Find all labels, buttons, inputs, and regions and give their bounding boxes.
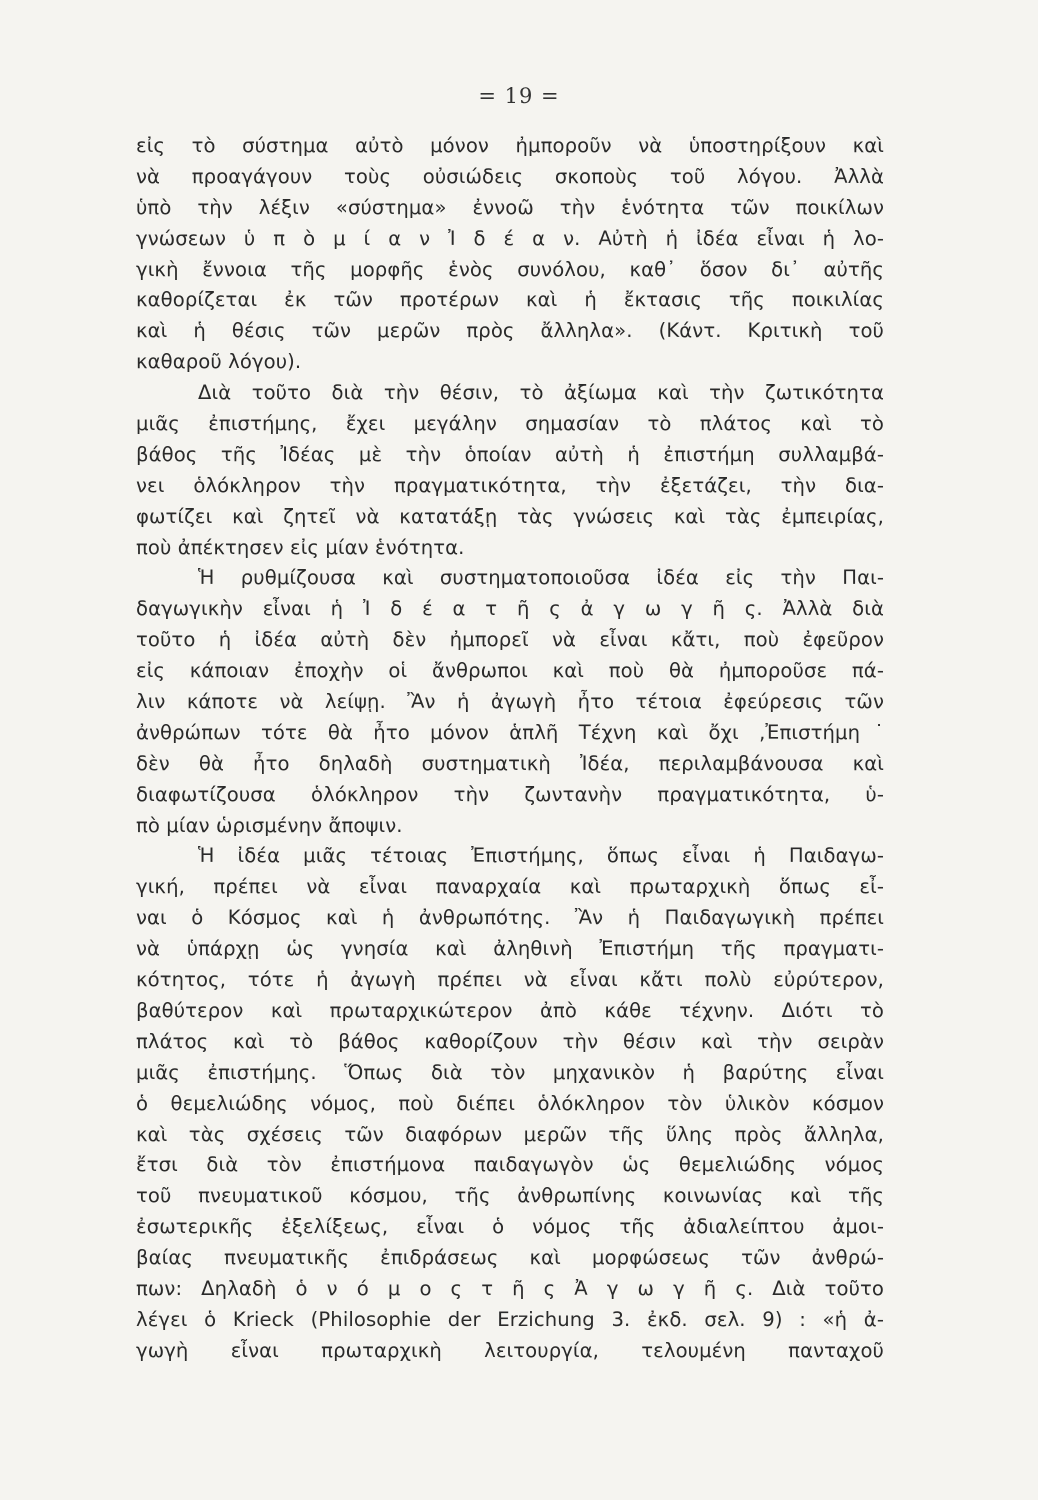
text-line: λιν κάποτε νὰ λείψῃ. Ἂν ἡ ἀγωγὴ ἦτο τέτοια ἐφεύρεσις τῶν bbox=[136, 690, 884, 714]
text-line: φωτίζει καὶ ζητεῖ νὰ κατατάξῃ τὰς γνώσεις καὶ τὰς ἐμπειρίας, bbox=[136, 504, 884, 528]
text-line: ὑπὸ τὴν λέξιν «σύστημα» ἐννοῶ τὴν ἑνότητα τῶν ποικίλων bbox=[136, 195, 884, 219]
text-line: ποὺ ἀπέκτησεν εἰς μίαν ἑνότητα. bbox=[136, 535, 465, 559]
text-line: γικὴ ἔννοια τῆς μορφῆς ἑνὸς συνόλου, καθ᾽ ὅσον δι᾽ αὐτῆς bbox=[136, 257, 884, 281]
text-line: πλάτος καὶ τὸ βάθος καθορίζουν τὴν θέσιν καὶ τὴν σειρὰν bbox=[136, 1029, 884, 1053]
body-text bbox=[136, 131, 884, 1367]
text-line: δαγωγικὴν εἶναι ἡ Ἰ δ έ α τ ῆ ς ἀ γ ω γ ῆ ς. Ἀλλὰ διὰ bbox=[136, 597, 884, 621]
text-line: καθορίζεται ἐκ τῶν προτέρων καὶ ἡ ἔκτασις τῆς ποικιλίας bbox=[136, 288, 884, 312]
text-line: νει ὁλόκληρον τὴν πραγματικότητα, τὴν ἐξετάζει, τὴν δια- bbox=[136, 473, 884, 497]
text-line: διαφωτίζουσα ὁλόκληρον τὴν ζωντανὴν πραγματικότητα, ὑ- bbox=[136, 782, 884, 806]
paragraph-start-line: Ἡ ἰδέα μιᾶς τέτοιας Ἐπιστήμης, ὅπως εἶναι ἡ Παιδαγω- bbox=[198, 844, 884, 868]
text-line: εἰς τὸ σύστημα αὐτὸ μόνον ἠμποροῦν νὰ ὑποστηρίξουν καὶ bbox=[136, 134, 884, 157]
text-line: πων: Δηλαδὴ ὁ ν ό μ ο ς τ ῆ ς Ἀ γ ω γ ῆ ς. Διὰ τοῦτο bbox=[136, 1276, 884, 1300]
text-line: γνώσεων ὑ π ὸ μ ί α ν Ἰ δ έ α ν. Αὐτὴ ἡ ἰδέα εἶναι ἡ λο- bbox=[136, 226, 884, 250]
text-line: ναι ὁ Κόσμος καὶ ἡ ἀνθρωπότης. Ἂν ἡ Παιδαγωγικὴ πρέπει bbox=[136, 906, 884, 930]
paragraph-start-line: Διὰ τοῦτο διὰ τὴν θέσιν, τὸ ἀξίωμα καὶ τὴν ζωτικότητα bbox=[198, 381, 884, 405]
text-line: ἀνθρώπων τότε θὰ ἦτο μόνον ἁπλῆ Τέχνη καὶ ὄχι ,Ἐπιστήμη˙ bbox=[136, 720, 884, 744]
text-line: μιᾶς ἐπιστήμης, ἔχει μεγάλην σημασίαν τὸ πλάτος καὶ τὸ bbox=[136, 412, 884, 436]
paragraph-start-line: Ἡ ρυθμίζουσα καὶ συστηματοποιοῦσα ἰδέα εἰς τὴν Παι- bbox=[198, 566, 884, 590]
text-line: καὶ τὰς σχέσεις τῶν διαφόρων μερῶν τῆς ὕλης πρὸς ἄλληλα, bbox=[136, 1122, 884, 1146]
text-line: ἐσωτερικῆς ἐξελίξεως, εἶναι ὁ νόμος τῆς ἀδιαλείπτου ἀμοι- bbox=[136, 1215, 884, 1239]
text-line: νὰ προαγάγουν τοὺς οὐσιώδεις σκοποὺς τοῦ λόγου. Ἀλλὰ bbox=[136, 164, 884, 188]
text-line: τοῦ πνευματικοῦ κόσμου, τῆς ἀνθρωπίνης κοινωνίας καὶ τῆς bbox=[136, 1184, 884, 1208]
text-line: βαθύτερον καὶ πρωταρχικώτερον ἀπὸ κάθε τέχνην. Διότι τὸ bbox=[136, 998, 884, 1022]
text-line: γική, πρέπει νὰ εἶναι παναρχαία καὶ πρωταρχικὴ ὅπως εἶ- bbox=[136, 875, 884, 899]
text-line: τοῦτο ἡ ἰδέα αὐτὴ δὲν ἠμπορεῖ νὰ εἶναι κἄτι, ποὺ ἐφεῦρον bbox=[136, 628, 884, 652]
page-number: = 19 = bbox=[478, 84, 560, 108]
text-line: κότητος, τότε ἡ ἀγωγὴ πρέπει νὰ εἶναι κἄτι πολὺ εὐρύτερον, bbox=[136, 968, 884, 992]
text-line: εἰς κάποιαν ἐποχὴν οἱ ἄνθρωποι καὶ ποὺ θὰ ἠμποροῦσε πά- bbox=[136, 659, 884, 683]
text-line: πὸ μίαν ὡρισμένην ἄποψιν. bbox=[136, 813, 403, 837]
text-line: ἔτσι διὰ τὸν ἐπιστήμονα παιδαγωγὸν ὡς θεμελιώδης νόμος bbox=[136, 1153, 884, 1177]
text-line: καθαροῦ λόγου). bbox=[136, 350, 302, 374]
text-line: λέγει ὁ Krieck (Philosophie der Erzichung 3. ἐκδ. σελ. 9) : «ἡ ἀ- bbox=[136, 1307, 884, 1331]
text-line: ὁ θεμελιώδης νόμος, ποὺ διέπει ὁλόκληρον τὸν ὑλικὸν κόσμον bbox=[136, 1091, 884, 1115]
text-line: καὶ ἡ θέσις τῶν μερῶν πρὸς ἄλληλα». (Κάντ. Κριτικὴ τοῦ bbox=[136, 319, 884, 343]
text-line: νὰ ὑπάρχῃ ὡς γνησία καὶ ἀληθινὴ Ἐπιστήμη τῆς πραγματι- bbox=[136, 937, 884, 961]
text-line: γωγὴ εἶναι πρωταρχικὴ λειτουργία, τελουμένη πανταχοῦ bbox=[136, 1338, 884, 1362]
text-line: δὲν θὰ ἦτο δηλαδὴ συστηματικὴ Ἰδέα, περιλαμβάνουσα καὶ bbox=[136, 751, 884, 775]
text-line: βαίας πνευματικῆς ἐπιδράσεως καὶ μορφώσεως τῶν ἀνθρώ- bbox=[136, 1246, 884, 1270]
text-line: βάθος τῆς Ἰδέας μὲ τὴν ὁποίαν αὐτὴ ἡ ἐπιστήμη συλλαμβά- bbox=[136, 442, 884, 466]
text-line: μιᾶς ἐπιστήμης. Ὅπως διὰ τὸν μηχανικὸν ἡ βαρύτης εἶναι bbox=[136, 1060, 884, 1084]
